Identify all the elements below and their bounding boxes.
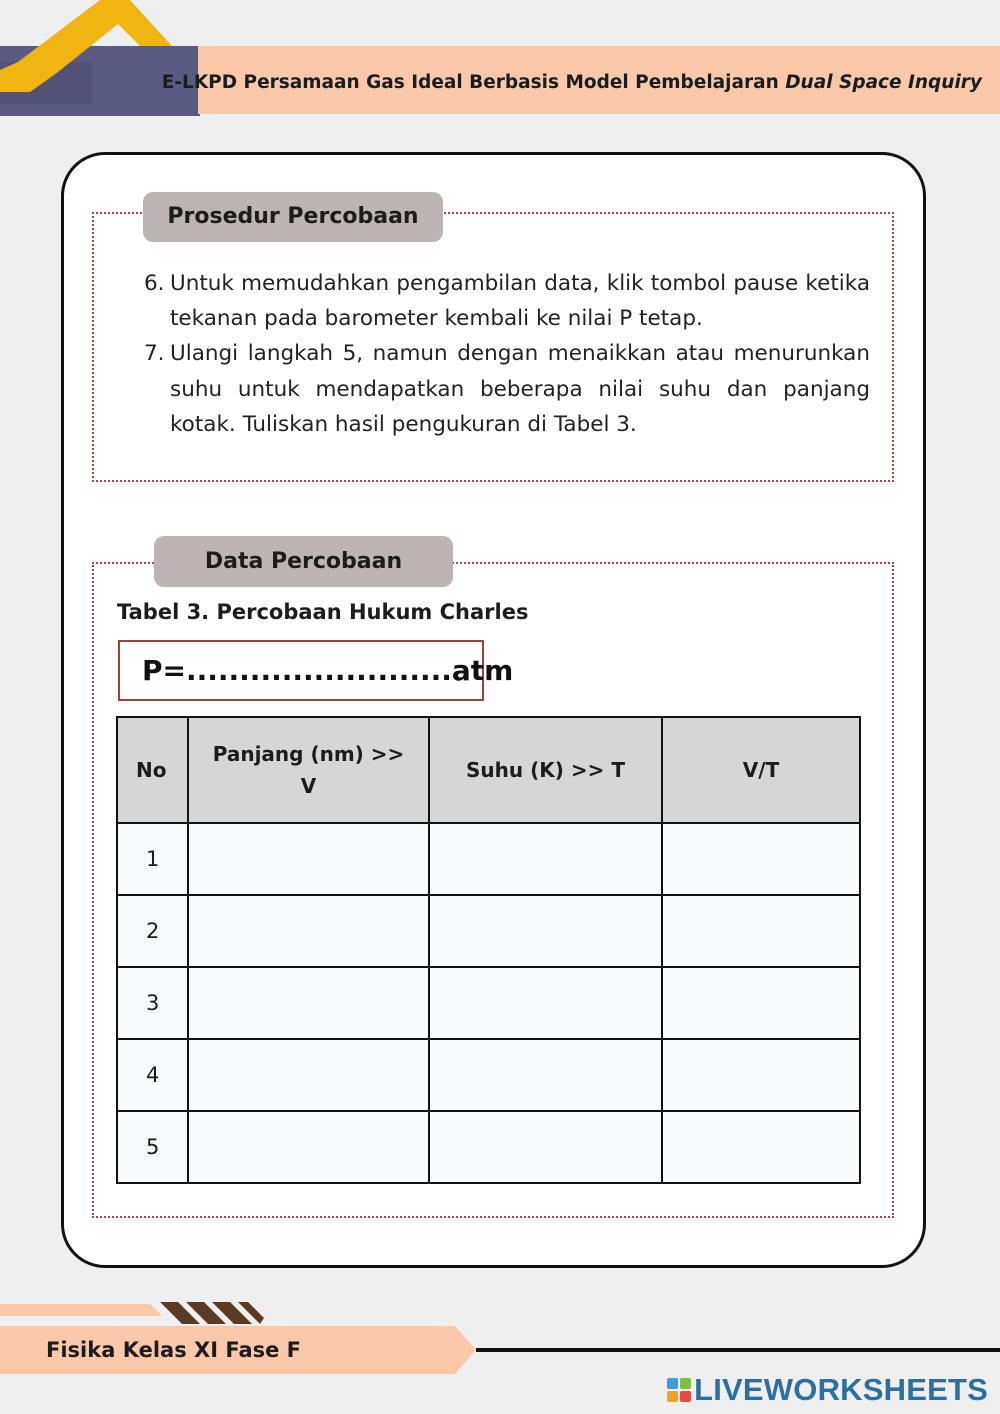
column-header-temperature: Suhu (K) >> T bbox=[429, 717, 662, 823]
length-cell[interactable] bbox=[188, 1039, 429, 1111]
procedure-heading: Prosedur Percobaan bbox=[143, 192, 443, 242]
ratio-cell[interactable] bbox=[662, 823, 860, 895]
procedure-step bbox=[144, 336, 870, 442]
temperature-cell[interactable] bbox=[429, 1111, 662, 1183]
procedure-steps bbox=[144, 266, 870, 442]
row-number: 3 bbox=[117, 967, 188, 1039]
step-number: 7. bbox=[144, 341, 165, 367]
column-header-length: Panjang (nm) >> V bbox=[188, 717, 429, 823]
header-title-italic: Dual Space Inquiry bbox=[785, 72, 982, 93]
temperature-cell[interactable] bbox=[429, 823, 662, 895]
ratio-cell[interactable] bbox=[662, 1039, 860, 1111]
data-table bbox=[116, 716, 861, 1184]
step-number: 6. bbox=[144, 271, 165, 296]
table-caption: Tabel 3. Percobaan Hukum Charles bbox=[117, 600, 529, 624]
brand-text: LIVEWORKSHEETS bbox=[694, 1372, 988, 1407]
table-row bbox=[117, 967, 860, 1039]
temperature-cell[interactable] bbox=[429, 1039, 662, 1111]
table-row bbox=[117, 823, 860, 895]
length-cell[interactable] bbox=[188, 1111, 429, 1183]
row-number: 5 bbox=[117, 1111, 188, 1183]
ratio-cell[interactable] bbox=[662, 895, 860, 967]
table-row bbox=[117, 1111, 860, 1183]
column-header-no: No bbox=[117, 717, 188, 823]
ratio-cell[interactable] bbox=[662, 1111, 860, 1183]
row-number: 1 bbox=[117, 823, 188, 895]
brand-logo[interactable] bbox=[667, 1372, 988, 1408]
length-cell[interactable] bbox=[188, 823, 429, 895]
step-text: Untuk memudahkan pengambilan data, klik tombol pause ketika tekanan pada barometer kembali ke nilai P tetap. bbox=[170, 271, 870, 332]
table-header-row bbox=[117, 717, 860, 823]
liveworksheets-logo-icon bbox=[667, 1378, 691, 1402]
pressure-field[interactable]: P=.........................atm bbox=[118, 640, 484, 701]
length-cell[interactable] bbox=[188, 895, 429, 967]
data-heading: Data Percobaan bbox=[154, 536, 453, 587]
column-header-ratio: V/T bbox=[662, 717, 860, 823]
procedure-step bbox=[144, 266, 870, 336]
temperature-cell[interactable] bbox=[429, 895, 662, 967]
table-row bbox=[117, 1039, 860, 1111]
length-cell[interactable] bbox=[188, 967, 429, 1039]
header-title-text: E-LKPD Persamaan Gas Ideal Berbasis Model Pembelajaran bbox=[161, 72, 779, 93]
header-title bbox=[162, 72, 982, 93]
row-number: 4 bbox=[117, 1039, 188, 1111]
footer-label: Fisika Kelas XI Fase F bbox=[46, 1338, 302, 1362]
chevron-decoration-icon bbox=[0, 0, 200, 116]
ratio-cell[interactable] bbox=[662, 967, 860, 1039]
table-row bbox=[117, 895, 860, 967]
temperature-cell[interactable] bbox=[429, 967, 662, 1039]
row-number: 2 bbox=[117, 895, 188, 967]
step-text: Ulangi langkah 5, namun dengan menaikkan atau menurunkan suhu untuk mendapatkan beberapa nilai suhu dan panjang kotak. Tuliskan hasil pengukuran di Tabel 3. bbox=[170, 341, 870, 437]
